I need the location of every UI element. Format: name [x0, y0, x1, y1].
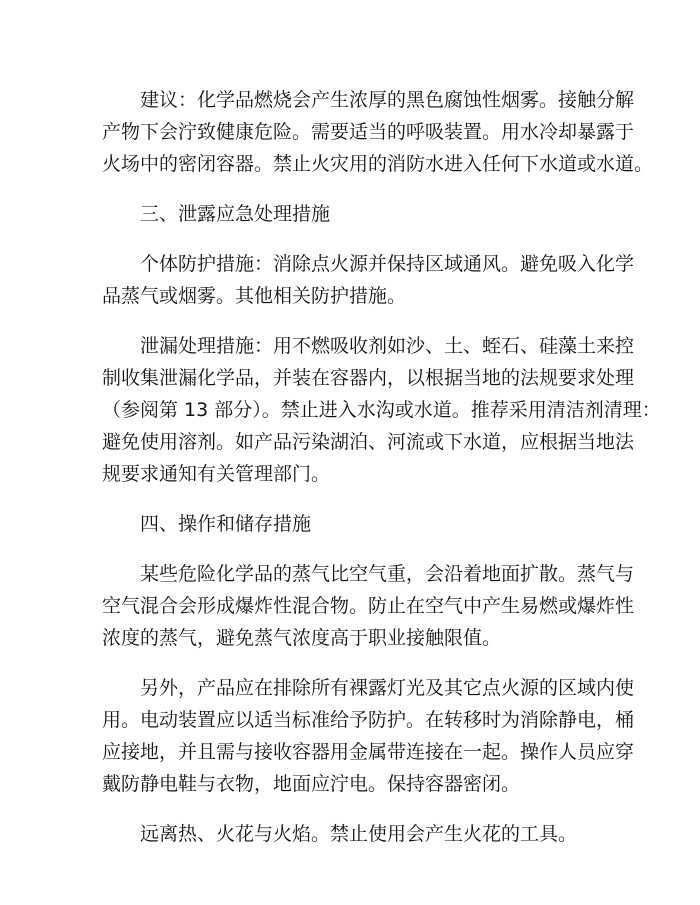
- usage-paragraph: [102, 672, 635, 800]
- text-line: 浓度的蒸气，避免蒸气浓度高于职业接触限值。: [102, 627, 502, 649]
- text-line: 应接地，并且需与接收容器用金属带连接在一起。操作人员应穿: [102, 741, 635, 763]
- personal-protection-paragraph: [102, 248, 635, 312]
- text-line: 规要求通知有关管理部门。: [102, 463, 331, 485]
- text-line: 火场中的密闭容器。禁止火灾用的消防水进入任何下水道或水道。: [102, 153, 654, 175]
- heat-paragraph: [102, 818, 602, 850]
- vapor-paragraph: [102, 558, 635, 654]
- text-line: 产物下会泞致健康危险。需要适当的呼吸装置。用水冷却暴露于: [102, 121, 635, 143]
- text-line: 远离热、火花与火焰。禁止使用会产生火花的工具。: [140, 823, 578, 845]
- text-line: 用。电动装置应以适当标准给予防护。在转移时为消除静电，桶: [102, 709, 635, 731]
- text-line: 泄漏处理措施：用不燃吸收剂如沙、土、蛭石、硅藻土来控: [140, 335, 635, 357]
- document-page: [102, 84, 661, 868]
- section-4-heading: [102, 508, 602, 540]
- heading-text: 四、操作和储存措施: [140, 513, 312, 535]
- text-line: 戴防静电鞋与衣物，地面应泞电。保持容器密闭。: [102, 773, 521, 795]
- leak-handling-paragraph: [102, 330, 661, 490]
- text-line: （参阅第 13 部分）。禁止进入水沟或水道。推荐采用清洁剂清理：: [102, 399, 661, 421]
- text-line: 空气混合会形成爆炸性混合物。防止在空气中产生易燃或爆炸性: [102, 595, 635, 617]
- text-line: 建议：化学品燃烧会产生浓厚的黑色腐蚀性烟雾。接触分解: [140, 89, 635, 111]
- text-line: 制收集泄漏化学品，并装在容器内，以根据当地的法规要求处理: [102, 367, 635, 389]
- heading-text: 三、泄露应急处理措施: [140, 203, 331, 225]
- text-line: 个体防护措施：消除点火源并保持区域通风。避免吸入化学: [140, 253, 635, 275]
- section-3-heading: [102, 198, 602, 230]
- text-line: 品蒸气或烟雾。其他相关防护措施。: [102, 285, 407, 307]
- advice-paragraph: [102, 84, 654, 180]
- text-line: 避免使用溶剂。如产品污染湖泊、河流或下水道，应根据当地法: [102, 431, 635, 453]
- text-line: 某些危险化学品的蒸气比空气重，会沿着地面扩散。蒸气与: [140, 563, 635, 585]
- text-line: 另外，产品应在排除所有裸露灯光及其它点火源的区域内使: [140, 677, 635, 699]
